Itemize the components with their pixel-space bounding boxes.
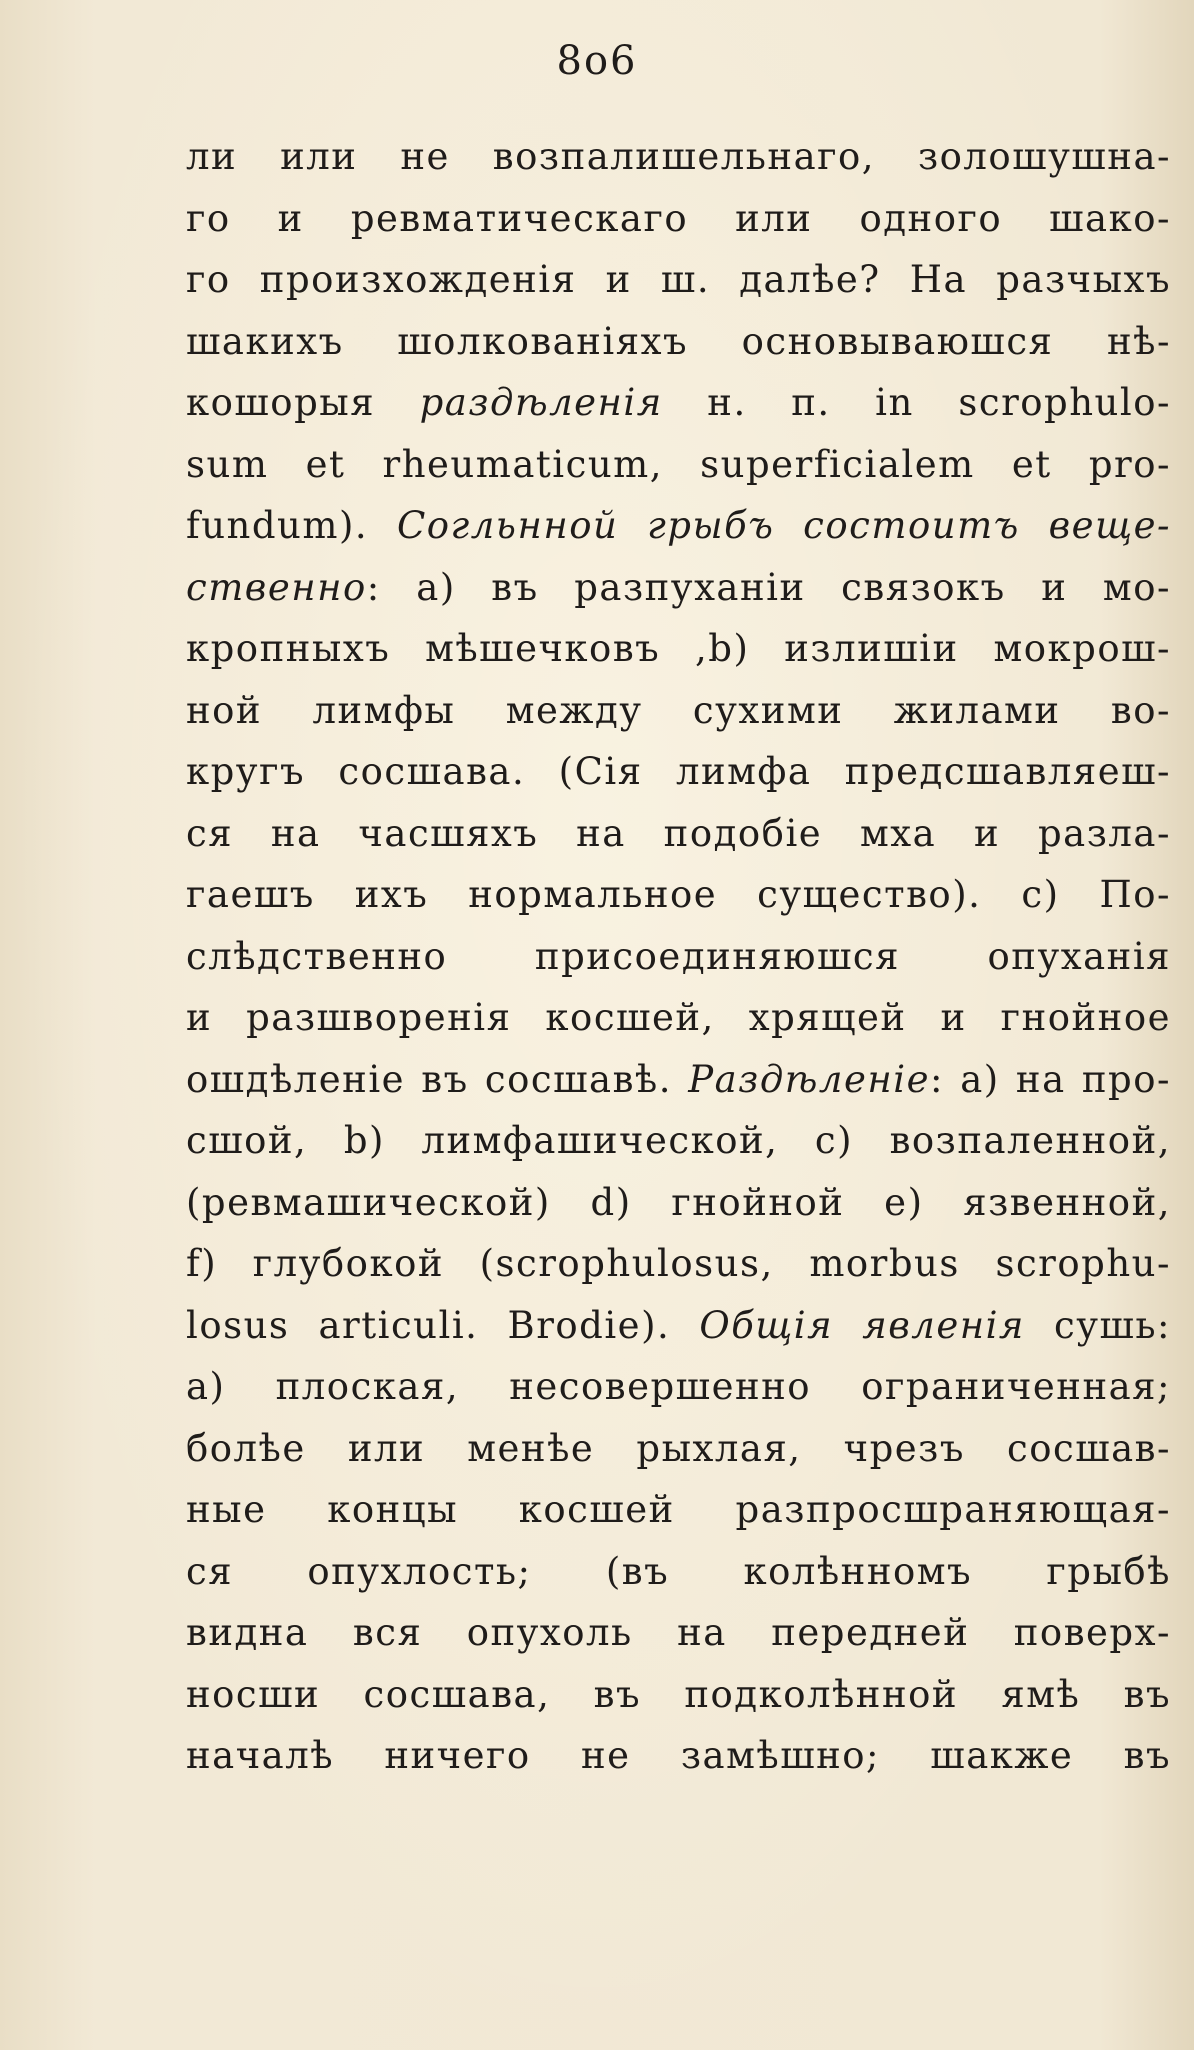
text-segment: началѣ ничего не замѣшно; шакже въ (186, 1734, 1171, 1777)
text-line (186, 1602, 1171, 1664)
text-segment: шакихъ шолкованіяхъ основываюшся нѣ- (186, 319, 1171, 363)
text-line (186, 372, 1171, 434)
text-line (186, 495, 1171, 557)
text-line (186, 1664, 1171, 1726)
text-line (186, 741, 1171, 803)
italic-term: Согльнной грыбъ состоитъ веще- (396, 504, 1171, 547)
text-segment: го произхожденія и ш. далѣе? На разчыхъ (186, 258, 1171, 301)
text-segment: : а) въ разпуханіи связокъ и мо- (366, 565, 1171, 609)
text-line (186, 1233, 1171, 1295)
text-segment: и разшворенія косшей, хрящей и гнойное (186, 996, 1171, 1039)
text-line (186, 249, 1171, 311)
text-line (186, 126, 1171, 188)
text-segment: а) плоская, несовершенно ограниченная; (186, 1365, 1171, 1408)
text-line (186, 434, 1171, 496)
text-segment: сшой, b) лимфашической, c) возпаленной, (186, 1119, 1171, 1162)
italic-term: раздѣленія (419, 381, 663, 424)
text-segment: видна вся опухоль на передней поверх- (186, 1611, 1171, 1654)
text-segment: носши сосшава, въ подколѣнной ямѣ въ (186, 1672, 1171, 1716)
text-line (186, 803, 1171, 865)
page-number: 8o6 (556, 38, 638, 84)
text-segment: сушь: (1024, 1303, 1171, 1347)
text-segment: кругъ сосшава. (Сія лимфа предсшавляеш- (186, 750, 1171, 793)
italic-term: ственно (186, 565, 367, 609)
text-segment: н. п. in scrophulo- (662, 381, 1171, 424)
text-segment: ошдѣленіе въ сосшавѣ. (186, 1057, 689, 1101)
text-line (186, 987, 1171, 1049)
text-segment: ной лимфы между сухими жилами во- (186, 688, 1171, 732)
text-segment: болѣе или менѣе рыхлая, чрезъ сосшав- (186, 1426, 1171, 1470)
text-line (186, 864, 1171, 926)
text-line (186, 1725, 1171, 1787)
text-segment: losus articuli. Brodie). (186, 1303, 700, 1347)
text-line (186, 1418, 1171, 1480)
text-segment: кошорыя (186, 381, 420, 424)
text-segment: : а) на про- (930, 1057, 1171, 1101)
text-line (186, 1172, 1171, 1234)
text-segment: ли или не возпалишельнаго, золошушна- (186, 135, 1171, 178)
text-segment: ся опухлость; (въ колѣнномъ грыбѣ (186, 1549, 1171, 1593)
italic-term: Общія явленія (699, 1303, 1025, 1347)
text-segment: sum et rheumaticum, superficialem et pro- (186, 442, 1171, 486)
text-line (186, 557, 1171, 619)
text-segment: го и ревматическаго или одного шако- (186, 196, 1171, 240)
text-segment: гаешъ ихъ нормальное существо). c) По- (186, 873, 1171, 916)
text-segment: ся на часшяхъ на подобіе мха и разла- (186, 811, 1171, 855)
text-line (186, 1541, 1171, 1603)
text-segment: слѣдственно присоединяюшся опуханія (186, 934, 1171, 978)
text-segment: fundum). (186, 504, 397, 547)
text-line (186, 926, 1171, 988)
text-line (186, 680, 1171, 742)
text-line (186, 1049, 1171, 1111)
text-segment: кропныхъ мѣшечковъ ,b) излишіи мокрош- (186, 627, 1171, 670)
italic-term: Раздѣленіе (688, 1057, 930, 1101)
text-line (186, 1356, 1171, 1418)
text-line (186, 1295, 1171, 1357)
body-text (186, 126, 1171, 1787)
text-line (186, 188, 1171, 250)
text-segment: f) глубокой (scrophulosus, morbus scrophu- (186, 1242, 1171, 1285)
text-line (186, 1479, 1171, 1541)
text-line (186, 311, 1171, 373)
text-segment: ные концы косшей разпросшраняющая- (186, 1488, 1171, 1531)
text-line (186, 1110, 1171, 1172)
text-segment: (ревмашической) d) гнойной e) язвенной, (186, 1180, 1171, 1224)
text-line (186, 618, 1171, 680)
